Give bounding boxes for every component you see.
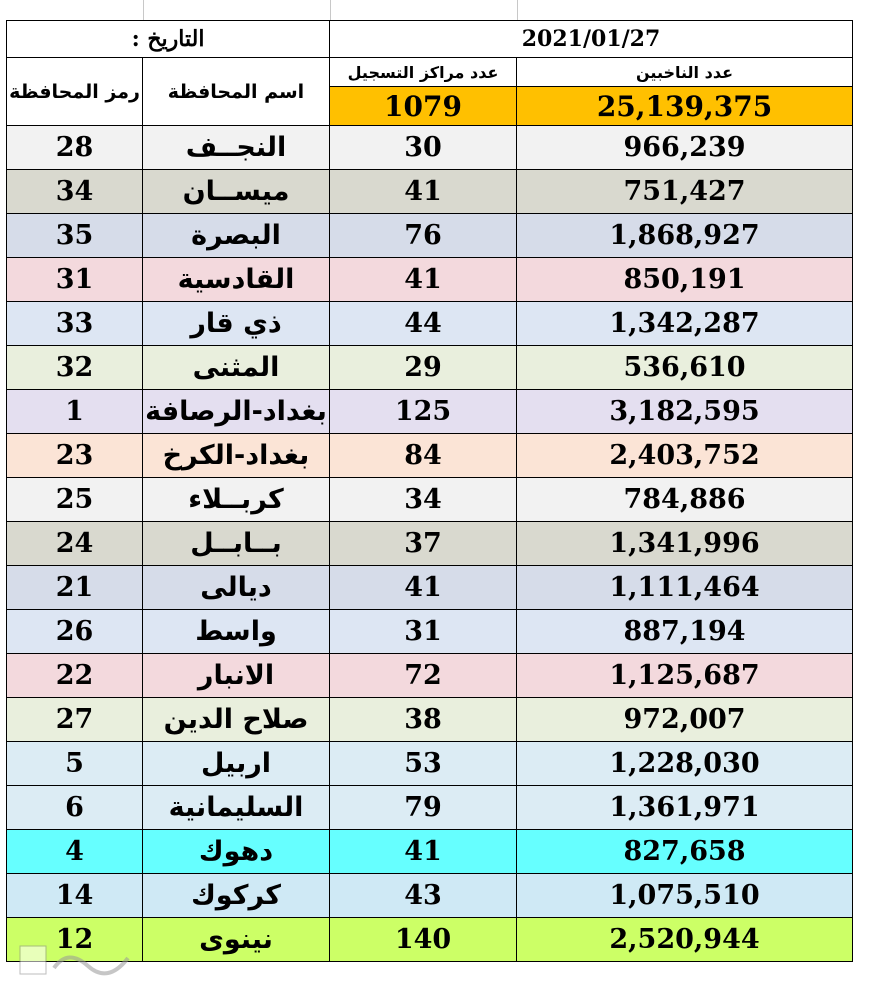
table-row: [7, 654, 853, 698]
voters-count-cell: 1,111,464: [517, 566, 853, 610]
col-header-name: اسم المحافظة: [143, 58, 330, 126]
province-code-cell: 1: [7, 390, 143, 434]
centers-count-cell: 34: [330, 478, 517, 522]
province-code-cell: 22: [7, 654, 143, 698]
table-row: [7, 742, 853, 786]
voters-count-cell: 850,191: [517, 258, 853, 302]
centers-count-cell: 41: [330, 830, 517, 874]
date-value: 2021/01/27: [330, 21, 853, 58]
centers-count-cell: 29: [330, 346, 517, 390]
table-row: [7, 170, 853, 214]
province-code-cell: 4: [7, 830, 143, 874]
province-code-cell: 32: [7, 346, 143, 390]
province-name-cell: بغداد-الكرخ: [143, 434, 330, 478]
province-name-cell: البصرة: [143, 214, 330, 258]
centers-count-cell: 37: [330, 522, 517, 566]
total-centers: 1079: [330, 87, 517, 126]
voters-count-cell: 751,427: [517, 170, 853, 214]
province-name-cell: بــابــل: [143, 522, 330, 566]
province-code-cell: 21: [7, 566, 143, 610]
date-label: : التاريخ: [7, 21, 330, 58]
col-header-voters: عدد الناخبين: [517, 58, 853, 87]
table-row: [7, 698, 853, 742]
province-name-cell: كركوك: [143, 874, 330, 918]
voters-count-cell: 1,075,510: [517, 874, 853, 918]
province-code-cell: 5: [7, 742, 143, 786]
centers-count-cell: 79: [330, 786, 517, 830]
province-name-cell: ميســان: [143, 170, 330, 214]
table-row: [7, 390, 853, 434]
province-code-cell: 34: [7, 170, 143, 214]
centers-count-cell: 140: [330, 918, 517, 962]
col-header-code: رمز المحافظة: [7, 58, 143, 126]
centers-count-cell: 76: [330, 214, 517, 258]
province-name-cell: ديالى: [143, 566, 330, 610]
header-row: [7, 58, 853, 87]
province-code-cell: 35: [7, 214, 143, 258]
voters-count-cell: 1,361,971: [517, 786, 853, 830]
table-row: [7, 786, 853, 830]
centers-count-cell: 43: [330, 874, 517, 918]
voters-count-cell: 1,125,687: [517, 654, 853, 698]
total-voters: 25,139,375: [517, 87, 853, 126]
voters-count-cell: 3,182,595: [517, 390, 853, 434]
province-code-cell: 12: [7, 918, 143, 962]
voters-count-cell: 827,658: [517, 830, 853, 874]
centers-count-cell: 72: [330, 654, 517, 698]
province-name-cell: بغداد-الرصافة: [143, 390, 330, 434]
province-name-cell: اربيل: [143, 742, 330, 786]
voters-count-cell: 536,610: [517, 346, 853, 390]
centers-count-cell: 44: [330, 302, 517, 346]
voters-count-cell: 972,007: [517, 698, 853, 742]
table-row: [7, 258, 853, 302]
province-name-cell: السليمانية: [143, 786, 330, 830]
centers-count-cell: 41: [330, 170, 517, 214]
province-name-cell: كربــلاء: [143, 478, 330, 522]
centers-count-cell: 84: [330, 434, 517, 478]
table-row: [7, 522, 853, 566]
province-code-cell: 27: [7, 698, 143, 742]
watermark-logo: [18, 938, 138, 983]
province-name-cell: ذي قار: [143, 302, 330, 346]
table-row: [7, 214, 853, 258]
voters-count-cell: 1,228,030: [517, 742, 853, 786]
spreadsheet-gridlines: [0, 0, 871, 20]
province-name-cell: المثنى: [143, 346, 330, 390]
table-row: [7, 610, 853, 654]
centers-count-cell: 41: [330, 566, 517, 610]
centers-count-cell: 53: [330, 742, 517, 786]
province-code-cell: 24: [7, 522, 143, 566]
table-row: [7, 874, 853, 918]
province-name-cell: الانبار: [143, 654, 330, 698]
voters-count-cell: 2,403,752: [517, 434, 853, 478]
province-code-cell: 26: [7, 610, 143, 654]
table-row: [7, 434, 853, 478]
province-code-cell: 31: [7, 258, 143, 302]
province-name-cell: دهوك: [143, 830, 330, 874]
province-name-cell: النجــف: [143, 126, 330, 170]
table-row: [7, 346, 853, 390]
centers-count-cell: 30: [330, 126, 517, 170]
voters-count-cell: 2,520,944: [517, 918, 853, 962]
province-code-cell: 14: [7, 874, 143, 918]
province-code-cell: 28: [7, 126, 143, 170]
table-row: [7, 478, 853, 522]
province-name-cell: صلاح الدين: [143, 698, 330, 742]
table-row: [7, 830, 853, 874]
table-row: [7, 302, 853, 346]
province-code-cell: 33: [7, 302, 143, 346]
voters-count-cell: 784,886: [517, 478, 853, 522]
table-row: [7, 126, 853, 170]
province-name-cell: واسط: [143, 610, 330, 654]
date-row: [7, 21, 853, 58]
centers-count-cell: 38: [330, 698, 517, 742]
voters-count-cell: 887,194: [517, 610, 853, 654]
voters-count-cell: 1,342,287: [517, 302, 853, 346]
voters-count-cell: 1,868,927: [517, 214, 853, 258]
centers-count-cell: 125: [330, 390, 517, 434]
voters-count-cell: 1,341,996: [517, 522, 853, 566]
voters-count-cell: 966,239: [517, 126, 853, 170]
province-code-cell: 23: [7, 434, 143, 478]
centers-count-cell: 31: [330, 610, 517, 654]
col-header-centers: عدد مراكز التسجيل: [330, 58, 517, 87]
province-code-cell: 25: [7, 478, 143, 522]
province-code-cell: 6: [7, 786, 143, 830]
province-name-cell: القادسية: [143, 258, 330, 302]
centers-count-cell: 41: [330, 258, 517, 302]
province-name-cell: نينوى: [143, 918, 330, 962]
table-row: [7, 566, 853, 610]
voters-table: [6, 20, 853, 962]
